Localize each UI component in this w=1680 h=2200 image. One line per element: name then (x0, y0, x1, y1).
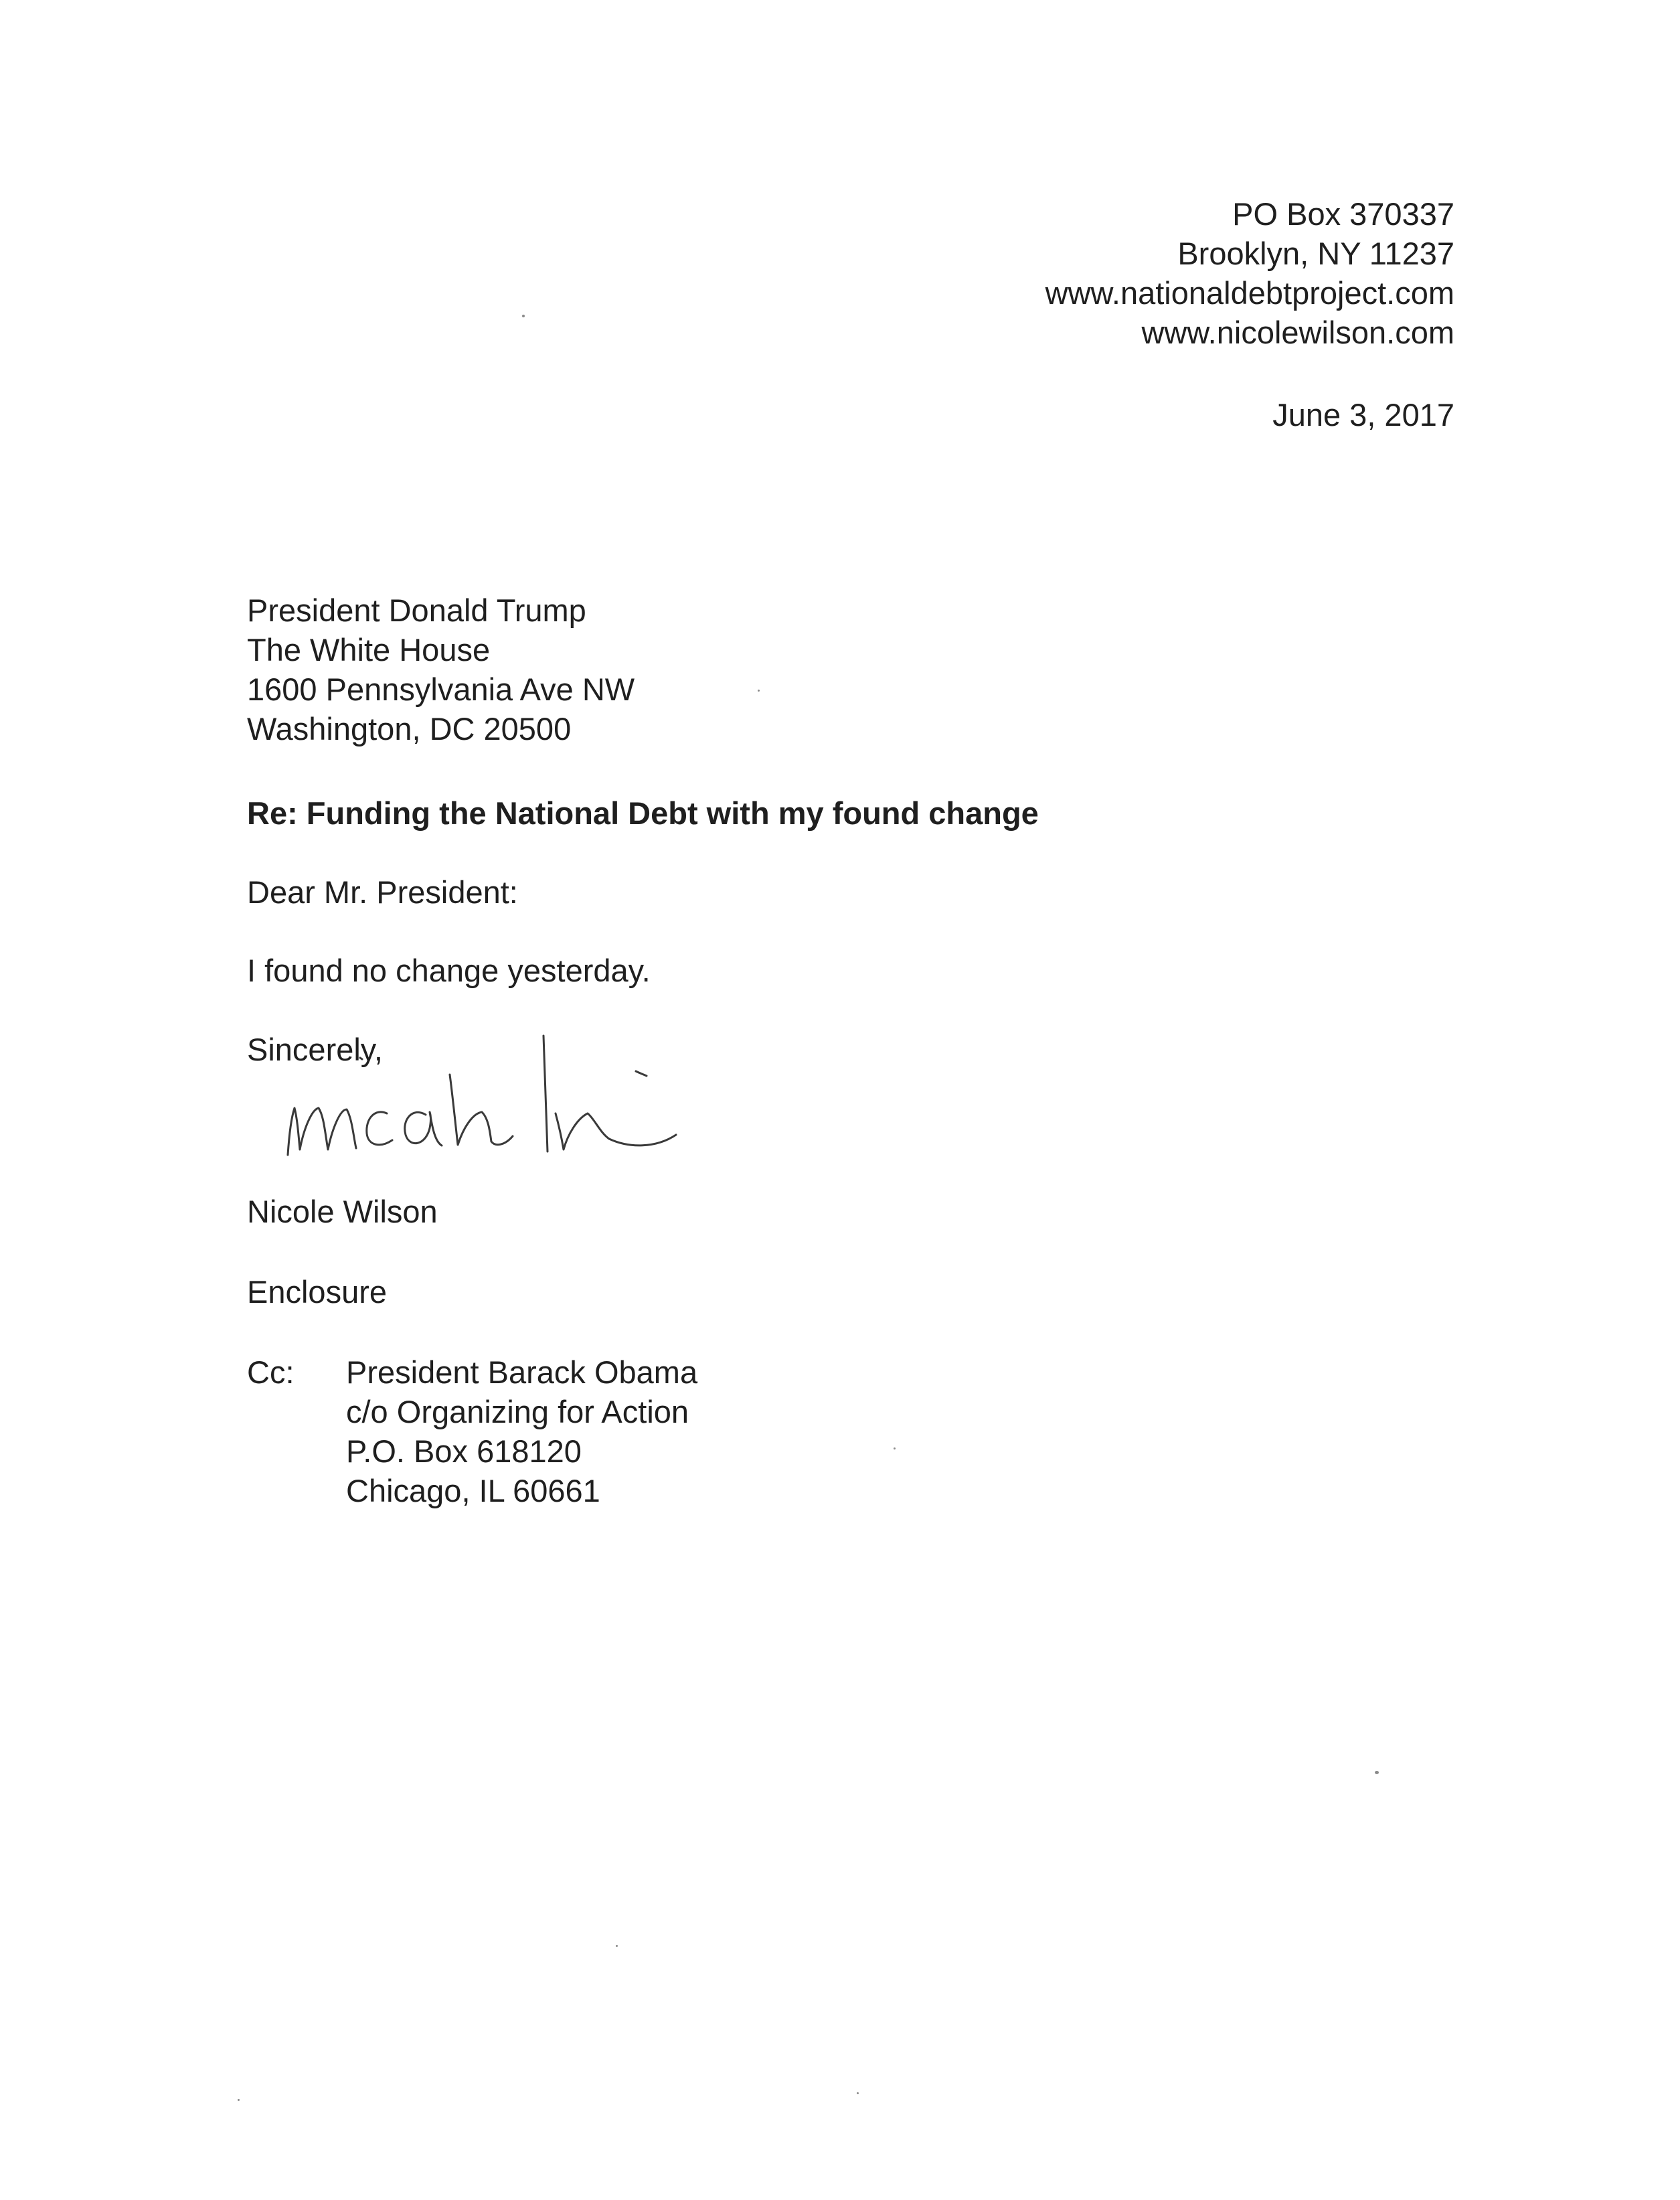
recipient-address (247, 591, 635, 749)
sender-website-line: www.nationaldebtproject.com (1045, 275, 1454, 311)
subject-line: Re: Funding the National Debt with my found change (247, 795, 1039, 831)
cc-address-line: P.O. Box 618120 (346, 1433, 582, 1469)
cc-address-line: President Barack Obama (346, 1354, 698, 1390)
cc-address (346, 1352, 697, 1510)
paper-speck (857, 2092, 859, 2094)
sender-address-line: Brooklyn, NY 11237 (1177, 236, 1454, 271)
paper-speck (1375, 1771, 1379, 1774)
sender-address-line: PO Box 370337 (1232, 196, 1454, 232)
enclosure-note: Enclosure (247, 1274, 387, 1310)
sender-website-line: www.nicolewilson.com (1141, 315, 1454, 350)
recipient-address-line: Washington, DC 20500 (247, 711, 572, 747)
paper-speck (894, 1447, 896, 1449)
paper-speck (522, 315, 525, 317)
cc-address-line: Chicago, IL 60661 (346, 1473, 600, 1508)
signer-name: Nicole Wilson (247, 1194, 438, 1229)
paper-speck (238, 2099, 240, 2101)
letter-date: June 3, 2017 (1272, 397, 1454, 433)
sender-address (1045, 194, 1454, 352)
paper-speck (758, 690, 760, 692)
recipient-address-line: President Donald Trump (247, 593, 586, 628)
letter-body: I found no change yesterday. (247, 953, 651, 988)
cc-address-line: c/o Organizing for Action (346, 1394, 689, 1429)
handwritten-signature (274, 1034, 703, 1182)
salutation: Dear Mr. President: (247, 874, 518, 910)
recipient-address-line: 1600 Pennsylvania Ave NW (247, 672, 635, 707)
recipient-address-line: The White House (247, 632, 491, 667)
paper-speck (616, 1945, 618, 1947)
closing: Sincerely, (247, 1032, 383, 1067)
cc-label: Cc: (247, 1354, 295, 1390)
